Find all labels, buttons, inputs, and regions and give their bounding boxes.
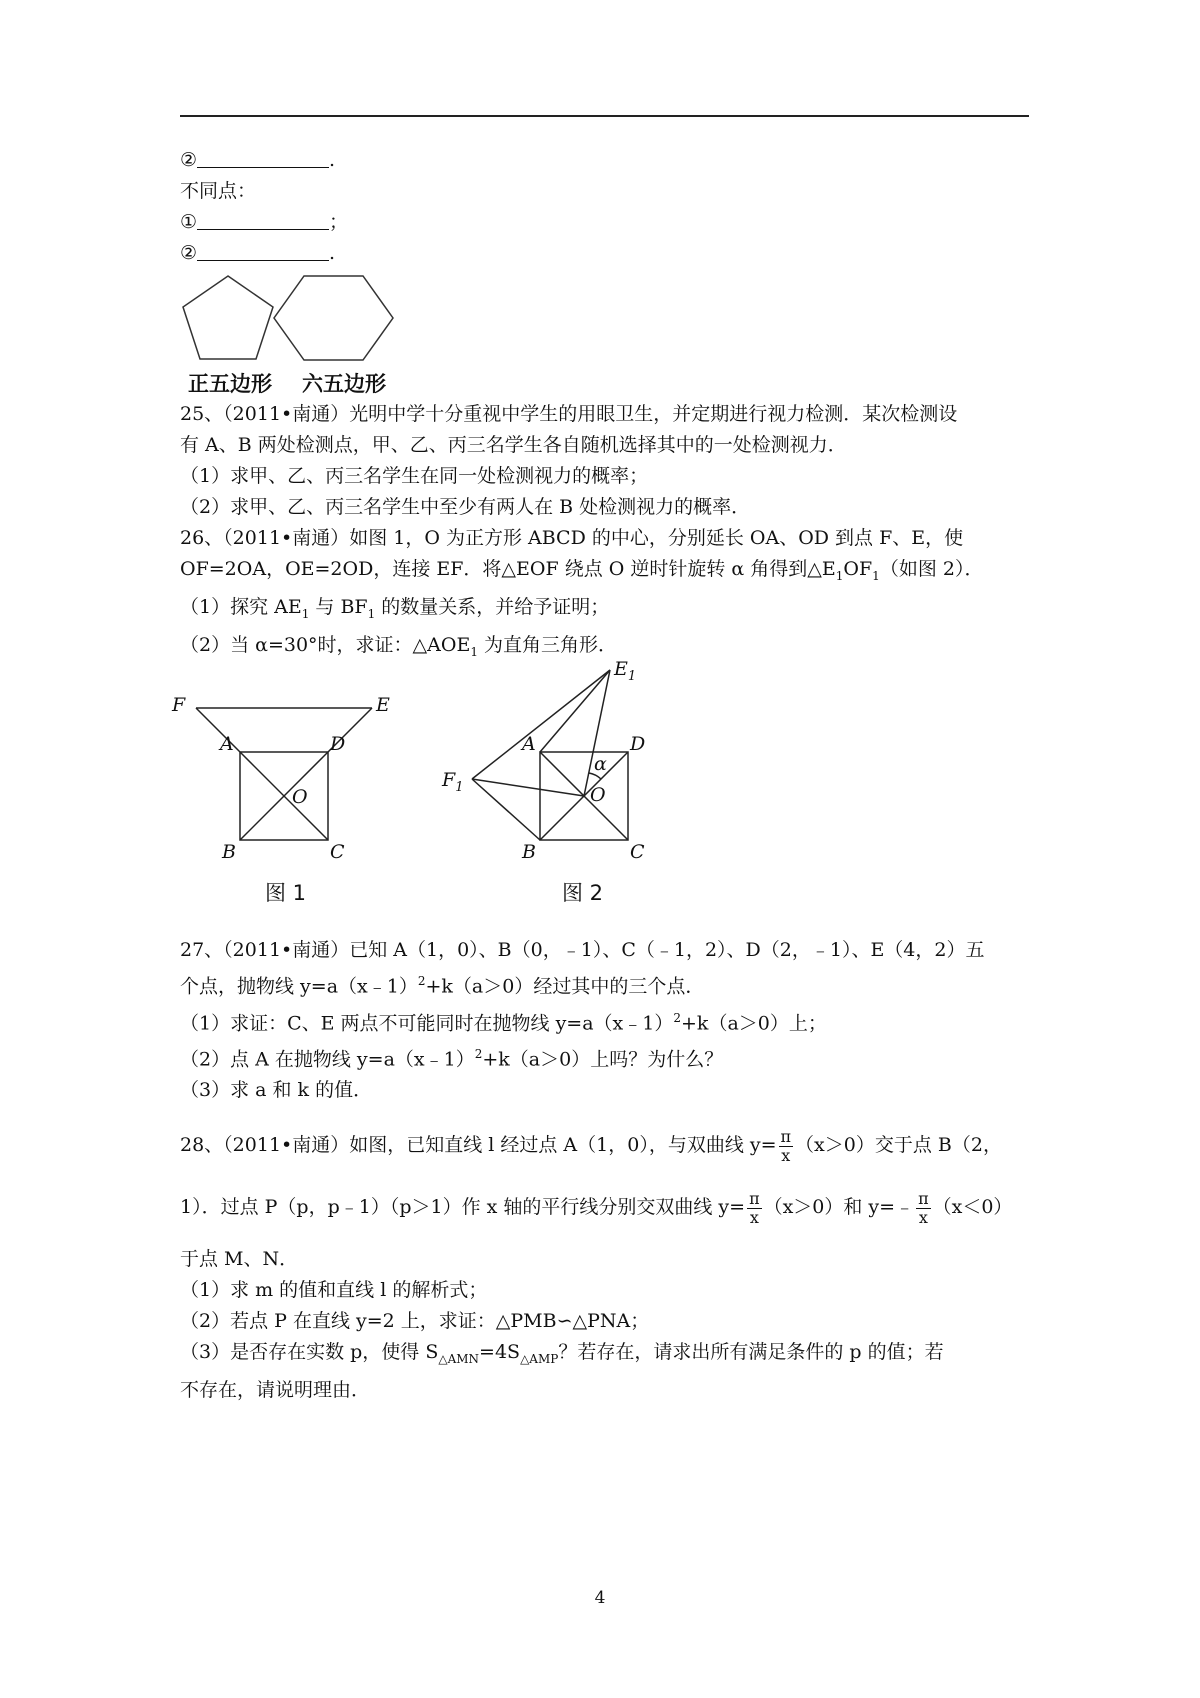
label-D: D — [330, 733, 346, 756]
label-F: F — [172, 694, 186, 717]
geometry-figures — [172, 658, 1030, 935]
fraction-pi-over-x: $\frac{\pi}{x}$ — [749, 1188, 760, 1227]
label-alpha: α — [594, 753, 607, 776]
pentagon-label: 正五边形 — [188, 372, 272, 396]
label-E1: $E_1$ — [614, 658, 637, 685]
question-28: 28、（2011•南通）如图，已知直线 l 经过点 A（1，0），与双曲线 y= $\frac{\pi}{x}$ （x＞0）交于点 B（2， 1）．过点 P（p，p﹣1）（p＞1）作 x 轴的平行线分别交双曲线 y= $\frac{\pi}{x}$ （x＞0）和 y=﹣ $\frac{\pi}{x}$ （x＜0） 于点 M、N． （1）求 m 的值和直线 l 的解析式； （2）若点 P 在直线 y=2 上，求证：△PMB∽△PNA； （3）是否存在实数 p，使得 $S_{\triangle AMN}=4S_{\triangle AMP}$？若存在，请求出所有满足条件的 p 的值；若 不存在，请说明理由． — [180, 1126, 1013, 1402]
label-B2: B — [522, 841, 536, 864]
pentagon-shape — [183, 276, 273, 359]
label-A2: A — [522, 733, 536, 756]
figure-2-labels — [441, 658, 645, 863]
hexagon-label: 六五边形 — [302, 372, 386, 396]
figure-1-labels — [171, 694, 390, 863]
answer-blank[interactable] — [197, 211, 329, 230]
question-25: 25、（2011•南通）光明中学十分重视中学生的用眼卫生，并定期进行视力检测．某次检测设 有 A、B 两处检测点，甲、乙、丙三名学生各自随机选择其中的一处检测视力． （1）求甲、乙、丙三名学生在同一处检测视力的概率； （2）求甲、乙、丙三名学生中至少有两人在 B 处检测视力的概率． — [180, 403, 958, 518]
difference-item-1: ① ； — [180, 211, 349, 233]
question-27: 27、（2011•南通）已知 A（1，0）、B（0，﹣1）、C（﹣1，2）、D（2，﹣1）、E（4，2）五 个点，抛物线 y=a（x﹣1）$^2$+k（a＞0）经过其中的三个点． （1）求证：C、E 两点不可能同时在抛物线 y=a（x﹣1）$^2$+k（a＞0）上； （2）点 A 在抛物线 y=a（x﹣1）$^2$+k（a＞0）上吗？为什么？ （3）求 a 和 k 的值． — [180, 939, 985, 1102]
difference-item-2: ② . — [180, 242, 336, 264]
fraction-pi-over-x: $\frac{\pi}{x}$ — [780, 1126, 792, 1165]
answer-blank[interactable] — [197, 149, 329, 168]
fig2-caption: 图 2 — [562, 881, 604, 906]
label-F1: $F_1$ — [442, 769, 464, 796]
label-C: C — [330, 841, 345, 864]
fig2-segment-e1o — [584, 670, 610, 796]
label-A: A — [220, 733, 234, 756]
difference-label: 不同点： — [180, 180, 257, 202]
label-B: B — [222, 841, 236, 864]
label-D2: D — [630, 733, 646, 756]
header-rule — [180, 115, 1029, 117]
label-O2: O — [590, 784, 606, 807]
figure-1 — [196, 708, 372, 840]
square-rotation-diagram — [172, 658, 720, 935]
page-number: 4 — [594, 1588, 606, 1608]
label-O: O — [292, 786, 308, 809]
hexagon-shape — [274, 276, 393, 360]
answer-blank[interactable] — [197, 242, 329, 261]
polygon-figures — [180, 269, 1030, 399]
page-content — [172, 145, 1030, 1406]
similarity-item-2: ② . — [180, 149, 336, 171]
fig1-caption: 图 1 — [265, 881, 307, 906]
label-E: E — [376, 694, 390, 717]
fig2-segment-f1e1 — [472, 670, 610, 779]
label-C2: C — [630, 841, 645, 864]
polygons-svg — [180, 269, 480, 399]
fraction-pi-over-x: $\frac{\pi}{x}$ — [918, 1188, 929, 1227]
fig2-segment-e1a — [540, 670, 610, 752]
question-26: 26、（2011•南通）如图 1，O 为正方形 ABCD 的中心，分别延长 OA、OD 到点 F、E，使 OF=2OA，OE=2OD，连接 EF．将△EOF 绕点 O 逆时针旋转 α 角得到$\triangle E_1OF_1$（如图 2）． （1）探究 $AE_1$ 与 $BF_1$ 的数量关系，并给予证明； （2）当 α=30°时，求证：$\triangle AOE_1$ 为直角三角形． — [180, 527, 984, 659]
